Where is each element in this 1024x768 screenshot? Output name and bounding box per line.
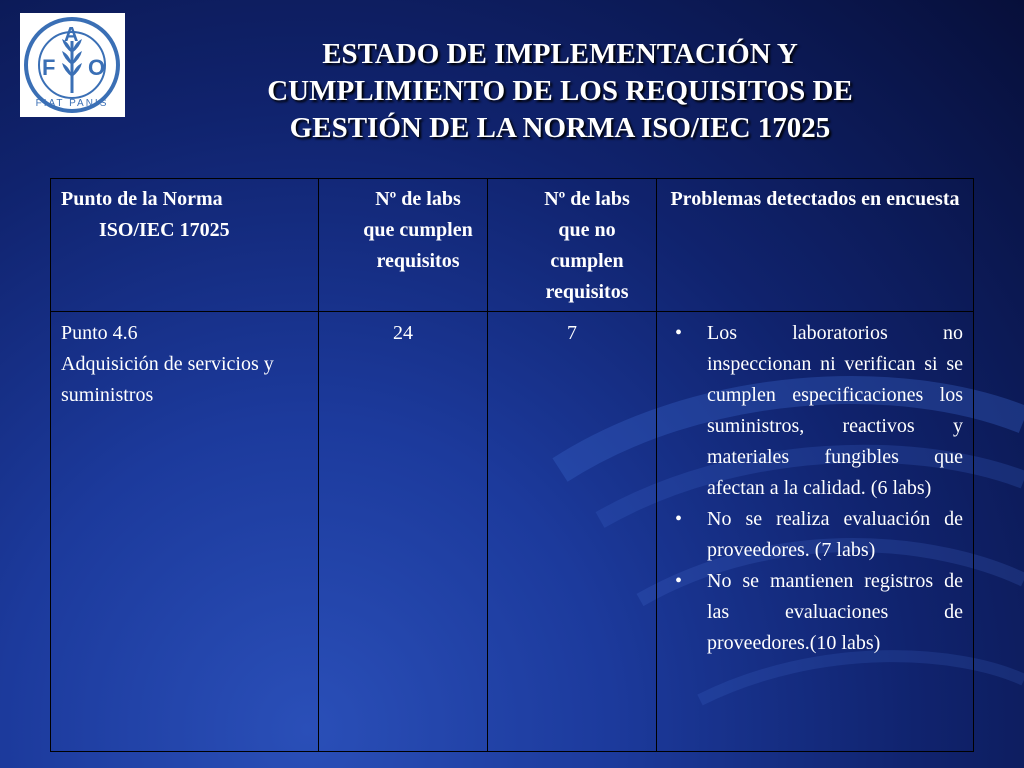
requirements-table — [50, 178, 974, 752]
header-norm-point-line2: ISO/IEC 17025 — [99, 219, 230, 241]
cell-labs-comply: 24 — [319, 312, 488, 752]
page-title — [150, 36, 970, 147]
fao-logo — [20, 13, 125, 117]
table-header-row — [51, 179, 974, 312]
header-problems: Problemas detectados en encuesta — [657, 179, 974, 312]
fao-emblem-icon — [20, 13, 125, 117]
problems-list — [667, 318, 963, 659]
header-labs-not-comply: Nº de labs que no cumplen requisitos — [488, 179, 657, 312]
norm-point-desc: Adquisición de servicios y suministros — [61, 353, 274, 406]
header-norm-point-line1: Punto de la Norma — [61, 188, 223, 210]
table-row — [51, 312, 974, 752]
logo-motto: FIAT PANIS — [35, 98, 109, 109]
cell-problems — [657, 312, 974, 752]
header-norm-point — [51, 179, 319, 312]
title-line-2: CUMPLIMIENTO DE LOS REQUISITOS DE — [267, 75, 853, 107]
header-labs-comply: Nº de labs que cumplen requisitos — [319, 179, 488, 312]
cell-norm-point — [51, 312, 319, 752]
list-item: • Los laboratorios no inspeccionan ni verifican si se cumplen especificaciones los suministros, reactivos y materiales fungibles que afectan a la calidad. (6 labs) — [667, 318, 963, 504]
norm-point-id: Punto 4.6 — [61, 322, 138, 344]
logo-letter-f: F — [42, 55, 56, 80]
cell-labs-not-comply: 7 — [488, 312, 657, 752]
list-item: • No se mantienen registros de las evaluaciones de proveedores.(10 labs) — [667, 566, 963, 659]
logo-letter-o: O — [88, 55, 106, 80]
title-line-1: ESTADO DE IMPLEMENTACIÓN Y — [322, 38, 798, 70]
title-line-3: GESTIÓN DE LA NORMA ISO/IEC 17025 — [289, 112, 831, 144]
list-item: • No se realiza evaluación de proveedores. (7 labs) — [667, 504, 963, 566]
logo-letter-a: A — [64, 24, 79, 46]
